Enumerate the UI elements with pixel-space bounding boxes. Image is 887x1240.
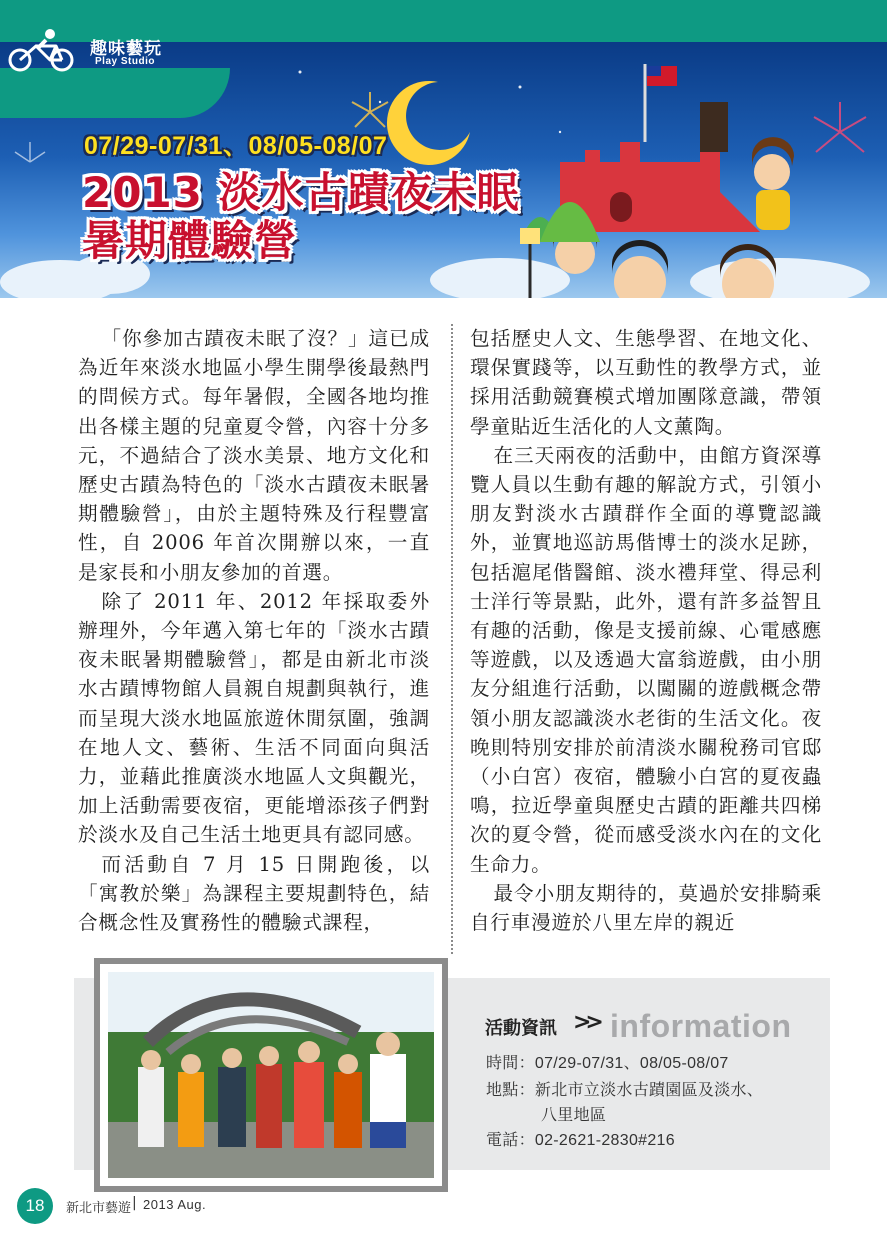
section-tag [0, 68, 230, 118]
event-dates: 07/29-07/31、08/05-08/07 [84, 132, 388, 160]
section-name-cn: 趣味藝玩 [90, 39, 162, 59]
info-place-value-1: 新北市立淡水古蹟園區及淡水、 [534, 1080, 764, 1099]
article-right-column [470, 324, 822, 937]
section-name-en: Play Studio [95, 56, 155, 67]
magazine-name: 新北市藝遊 [66, 1201, 132, 1216]
info-heading-en: information [610, 1008, 792, 1044]
info-time-label: 時間： [486, 1053, 535, 1072]
camp-group-photo [100, 964, 442, 1186]
paragraph: 最令小朋友期待的，莫過於安排騎乘自行車漫遊於八里左岸的親近 [470, 881, 822, 935]
article-title-line-2: 暑期體驗營 [82, 216, 298, 265]
info-time [486, 1050, 729, 1073]
page-number: 18 [17, 1188, 53, 1224]
bicycle-icon [6, 28, 78, 74]
article-title-line-1: 2013 淡水古蹟夜未眠 [82, 168, 520, 217]
info-place-label: 地點： [486, 1080, 535, 1099]
info-phone [486, 1127, 675, 1150]
info-time-value: 07/29-07/31、08/05-08/07 [534, 1055, 729, 1072]
info-phone-value: 02-2621-2830#216 [534, 1132, 675, 1149]
info-heading: 活動資訊 [485, 1018, 557, 1039]
info-place [486, 1077, 763, 1100]
photo-image [108, 972, 434, 1178]
article-left-column [78, 324, 430, 937]
info-place-value-2: 八里地區 [541, 1105, 607, 1124]
double-chevron-icon: >> [573, 1010, 598, 1035]
paragraph: 「你參加古蹟夜未眠了沒？」這已成為近年來淡水地區小學生開學後最熱門的問候方式。每年暑假，全國各地均推出各樣主題的兒童夏令營，內容十分多元，不過結合了淡水美景、地方文化和歷史古蹟為特色的「淡水古蹟夜未眠暑期體驗營」，由於主題特殊及行程豐富性，自 2006 年首次開辦以來，一直是家長和小朋友參加的首選。 [78, 327, 430, 584]
paragraph: 在三天兩夜的活動中，由館方資深導覽人員以生動有趣的解說方式，引領小朋友對淡水古蹟群作全面的導覽認識外，並實地巡訪馬偕博士的淡水足跡，包括滬尾偕醫館、淡水禮拜堂、得忌利士洋行等景點，此外，還有許多益智且有趣的活動，像是支援前線、心電感應等遊戲，以及透過大富翁遊戲，由小朋友分組進行活動，以闖關的遊戲概念帶領小朋友認識淡水老街的生活文化。夜晚則特別安排於前清淡水關稅務司官邸（小白宮）夜宿，體驗小白宮的夏夜蟲鳴，拉近學童與歷史古蹟的距離共四梯次的夏令營，從而感受淡水內在的文化生命力。 [470, 443, 822, 876]
paragraph: 包括歷史人文、生態學習、在地文化、環保實踐等，以互動性的教學方式，並採用活動競賽模式增加團隊意識，帶領學童貼近生活化的人文薰陶。 [470, 327, 822, 438]
issue-date: 2013 Aug. [143, 1197, 207, 1212]
paragraph: 而活動自 7 月 15 日開跑後，以「寓教於樂」為課程主要規劃特色，結合概念性及實務性的體驗式課程， [78, 852, 430, 935]
info-place-cont [541, 1102, 606, 1125]
info-phone-label: 電話： [486, 1130, 535, 1149]
paragraph: 除了 2011 年、2012 年採取委外辦理外，今年邁入第七年的「淡水古蹟夜未眠暑期體驗營」，都是由新北市淡水古蹟博物館人員親自規劃與執行，進而呈現大淡水地區旅遊休閒氛圍，強調在地人文、藝術、生活不同面向與活力，並藉此推廣淡水地區人文與觀光，加上活動需要夜宿，更能增添孩子們對於淡水及自己生活土地更具有認同感。 [78, 589, 430, 847]
footer-separator: | [132, 1195, 137, 1211]
column-divider [451, 324, 454, 954]
